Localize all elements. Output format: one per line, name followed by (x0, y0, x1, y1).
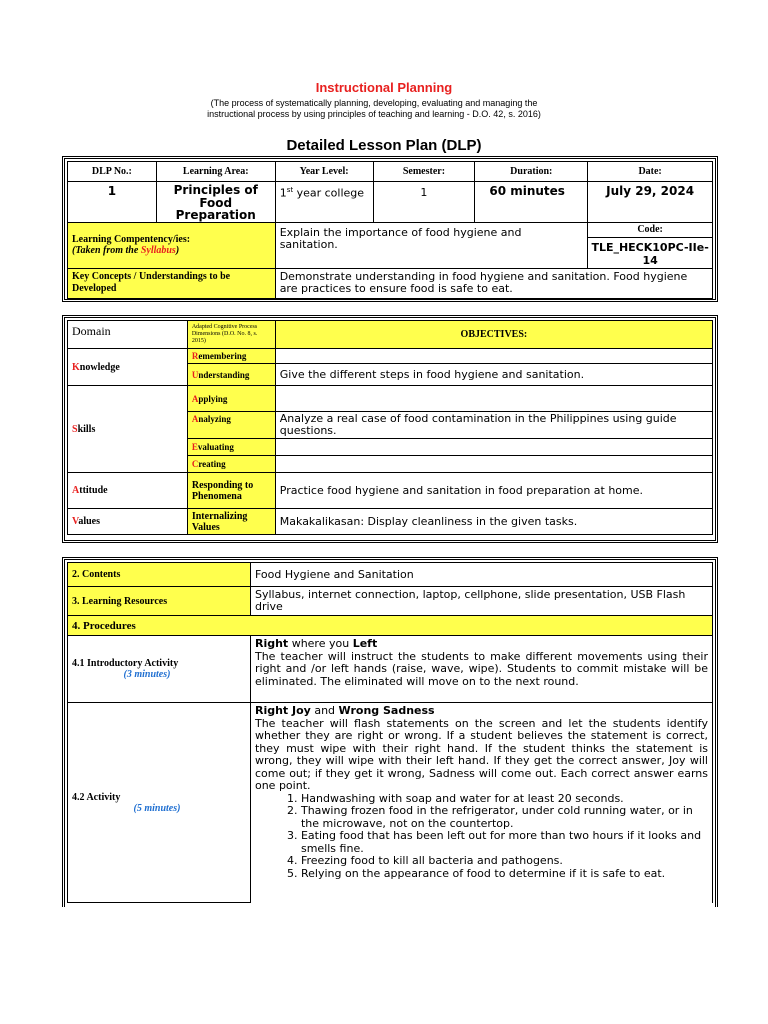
learning-area-value: Principles of Food Preparation (156, 182, 275, 223)
intro-content (250, 636, 712, 703)
activity-statement: 1. Handwashing with soap and water for at least 20 seconds. (301, 793, 708, 806)
dlp-no-label: DLP No.: (68, 162, 157, 182)
activity-content (250, 703, 712, 903)
values-label (68, 509, 188, 535)
intro-time: (3 minutes) (123, 669, 171, 680)
key-concepts-label: Key Concepts / Understandings to be Developed (68, 268, 276, 298)
year-level-text: year college (293, 186, 365, 200)
analyzing-initial: A (191, 414, 199, 424)
duration-label: Duration: (475, 162, 588, 182)
procedures-header: 4. Procedures (68, 616, 713, 636)
knowledge-initial: K (72, 361, 80, 373)
contents-value: Food Hygiene and Sanitation (250, 563, 712, 587)
activity-title (255, 705, 708, 718)
understanding-label (187, 364, 275, 386)
competency-source-syllabus: Syllabus (140, 245, 176, 256)
contents-label: 2. Contents (68, 563, 251, 587)
activity-statements (255, 793, 708, 881)
remembering-objective (275, 349, 712, 364)
internalizing-label: Internalizing Values (187, 509, 275, 535)
analyzing-label (187, 412, 275, 439)
date-label: Date: (588, 162, 713, 182)
competency-source (72, 245, 271, 256)
activity-statement: 3. Eating food that has been left out for more than two hours if it looks and smells fine. (301, 830, 708, 855)
intro-text: The teacher will instruct the students to make different movements using their right and /or left hands (raise, wave, wipe). Students to commit mistake will be eliminated. The eliminated will move on to the next round. (254, 649, 708, 688)
attitude-initial: A (72, 485, 80, 496)
duration-value: 60 minutes (475, 182, 588, 223)
activity-title-sadness: Wrong Sadness (338, 704, 435, 717)
activity-title-joy: Right Joy (254, 704, 311, 717)
activity-label-cell (68, 703, 251, 903)
intro-title-mid: where you (288, 637, 353, 650)
evaluating-initial: E (191, 442, 198, 452)
creating-rest: reating (198, 459, 226, 469)
activity-time: (5 minutes) (133, 802, 181, 814)
creating-objective (275, 456, 712, 473)
key-concepts-value: Demonstrate understanding in food hygiene and sanitation. Food hygiene are practices to ensure food is safe to eat. (275, 268, 712, 298)
understanding-rest: nderstanding (198, 369, 250, 380)
activity-label: 4.2 Activity (72, 791, 121, 803)
evaluating-objective (275, 439, 712, 456)
evaluating-rest: valuating (197, 442, 234, 452)
intro-title-right: Right (254, 637, 289, 650)
objectives-header: OBJECTIVES: (275, 321, 712, 349)
activity-title-mid: and (310, 704, 339, 717)
skills-label (68, 386, 188, 473)
code-label: Code: (588, 223, 712, 238)
year-level-suffix: st (286, 186, 294, 194)
competency-source-post: ) (175, 245, 180, 256)
applying-rest: pplying (198, 393, 228, 404)
semester-label: Semester: (373, 162, 475, 182)
attitude-label (68, 473, 188, 509)
info-table (67, 161, 713, 299)
objectives-table (67, 320, 713, 535)
resources-value: Syllabus, internet connection, laptop, cellphone, slide presentation, USB Flash drive (250, 587, 712, 616)
intro-title (255, 638, 708, 651)
year-level-value (275, 182, 373, 223)
cognitive-header: Adapted Cognitive Process Dimensions (D.O. No. 8, s. 2015) (187, 321, 275, 349)
activity-text: The teacher will flash statements on the screen and let the students identify whether they are right or wrong. If a student believes the statement is correct, they must wipe with their right hand. If the student thinks the statement is wrong, they will wipe with their left hand. If they get the correct answer, Joy will come out; if they get it wrong, Sadness will come out. Each correct answer earns one point. (254, 716, 708, 792)
knowledge-rest: nowledge (79, 361, 120, 373)
semester-value: 1 (373, 182, 475, 223)
understanding-initial: U (191, 369, 199, 380)
analyzing-rest: nalyzing (198, 414, 231, 424)
attitude-rest: ttitude (79, 485, 108, 496)
intro-title-left: Left (352, 637, 378, 650)
code-value: TLE_HECK10PC-IIe-14 (591, 240, 709, 267)
competency-value: Explain the importance of food hygiene and sanitation. (275, 222, 588, 268)
applying-initial: A (191, 393, 199, 404)
competency-label-cell (68, 222, 276, 268)
intro-label-cell (68, 636, 251, 703)
remembering-label (187, 349, 275, 364)
year-level-number: 1 (279, 186, 287, 200)
date-value: July 29, 2024 (588, 182, 713, 223)
analyzing-objective: Analyze a real case of food contamination in the Philippines using guide questions. (275, 412, 712, 439)
page-subheading: (The process of systematically planning, developing, evaluating and managing the instructional process by using principles of teaching and learning - D.O. 42, s. 2016) (207, 98, 541, 119)
creating-initial: C (191, 459, 199, 469)
values-initial: V (72, 516, 79, 527)
domain-header: Domain (68, 321, 188, 349)
applying-label (187, 386, 275, 412)
values-objective: Makakalikasan: Display cleanliness in the given tasks. (275, 509, 712, 535)
values-rest: alues (78, 516, 100, 527)
intro-label: 4.1 Introductory Activity (72, 658, 179, 669)
activity-statement: 5. Relying on the appearance of food to determine if it is safe to eat. (301, 868, 708, 881)
attitude-objective: Practice food hygiene and sanitation in food preparation at home. (275, 473, 712, 509)
understanding-objective: Give the different steps in food hygiene and sanitation. (275, 364, 712, 386)
remembering-rest: emembering (198, 351, 247, 361)
page-heading: Instructional Planning (315, 80, 453, 95)
activity-statement: 4. Freezing food to kill all bacteria and pathogens. (301, 855, 708, 868)
competency-label: Learning Compentency/ies: (72, 234, 191, 245)
code-cell (588, 222, 713, 268)
remembering-initial: R (191, 351, 199, 361)
knowledge-label (68, 349, 188, 386)
dlp-no-value: 1 (68, 182, 157, 223)
resources-label: 3. Learning Resources (68, 587, 251, 616)
year-level-label: Year Level: (275, 162, 373, 182)
lesson-table (67, 562, 713, 903)
creating-label (187, 456, 275, 473)
skills-initial: S (72, 423, 78, 435)
evaluating-label (187, 439, 275, 456)
activity-statement: 2. Thawing frozen food in the refrigerator, under cold running water, or in the microwave, not on the countertop. (301, 805, 708, 830)
dlp-title: Detailed Lesson Plan (DLP) (286, 137, 482, 154)
skills-rest: kills (77, 423, 96, 435)
responding-label: Responding to Phenomena (187, 473, 275, 509)
applying-objective (275, 386, 712, 412)
competency-source-pre: (Taken from the (72, 245, 141, 256)
learning-area-label: Learning Area: (156, 162, 275, 182)
